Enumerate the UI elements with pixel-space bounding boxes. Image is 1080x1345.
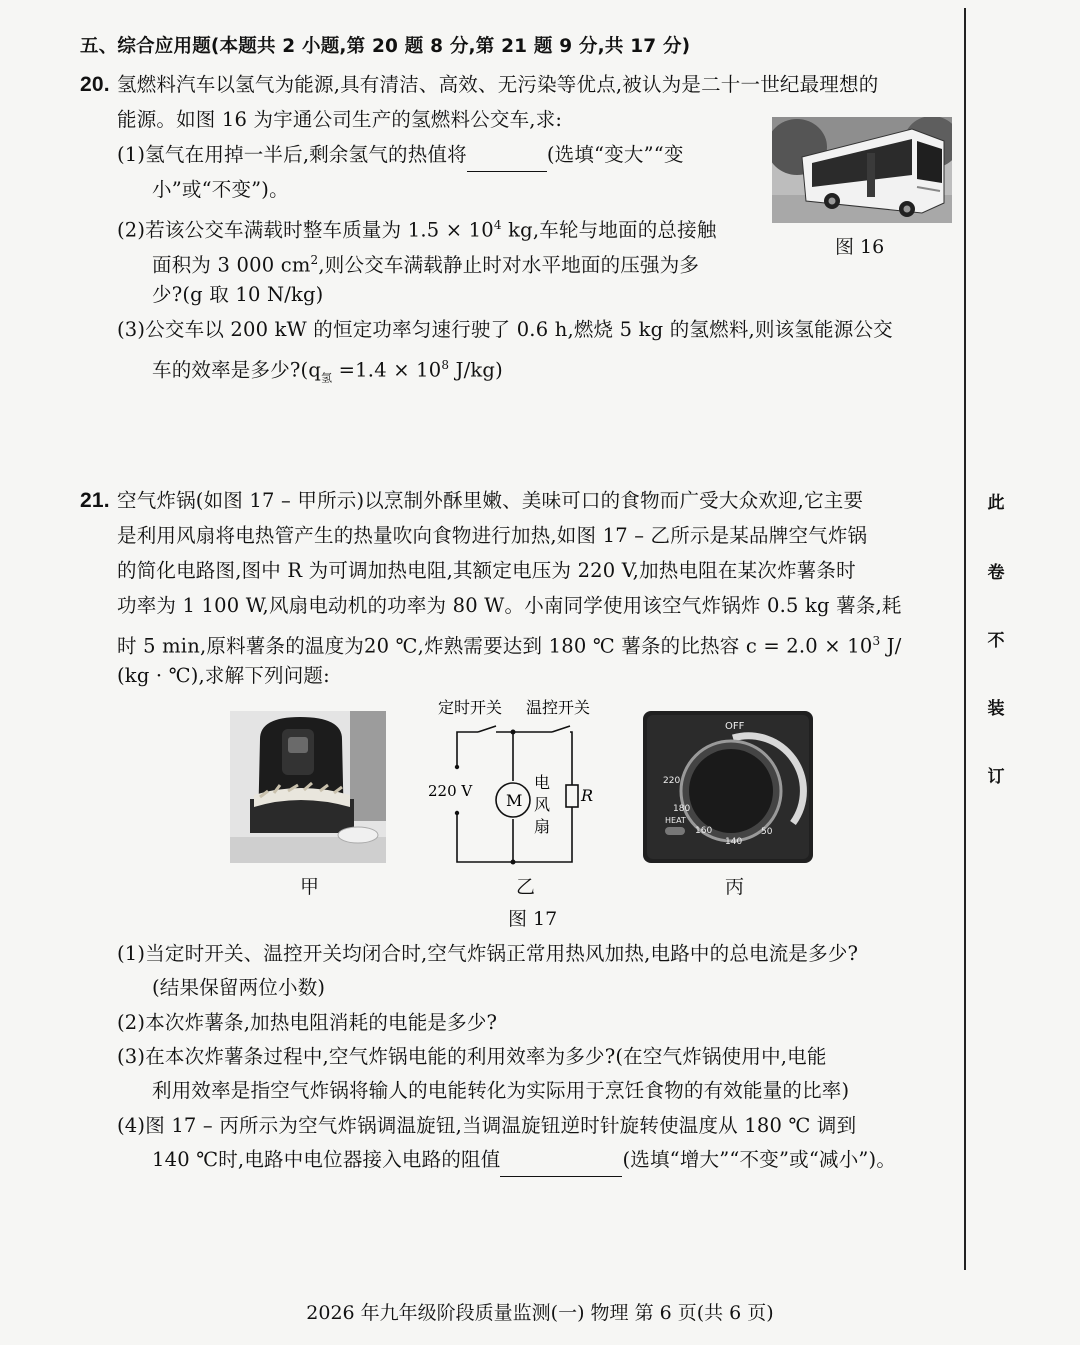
figure-17-caption: 图 17 bbox=[508, 908, 558, 930]
q20-part3-line2 bbox=[152, 348, 503, 395]
q21-sub4-line1: (4)图 17 – 丙所示为空气炸锅调温旋钮,当调温旋钮逆时针旋转使温度从 180 ℃ 调到 bbox=[117, 1114, 857, 1137]
voltage-label: 220 V bbox=[428, 782, 473, 800]
q20-part1-line2: 小”或“不变”)。 bbox=[152, 178, 289, 201]
dial-220-label: 220 bbox=[663, 776, 681, 786]
binding-note-char-4: 装 bbox=[987, 699, 1005, 719]
air-fryer-photo bbox=[230, 711, 386, 863]
q21-sub3-line1: (3)在本次炸薯条过程中,空气炸锅电能的利用效率为多少?(在空气炸锅使用中,电能 bbox=[117, 1045, 827, 1068]
page-footer: 2026 年九年级阶段质量监测(一) 物理 第 6 页(共 6 页) bbox=[306, 1302, 774, 1324]
dial-heat-label: HEAT bbox=[665, 816, 686, 825]
figure-17-label-bing: 丙 bbox=[725, 876, 745, 898]
answer-blank-q20-1[interactable] bbox=[467, 149, 547, 172]
q21-line4: 功率为 1 100 W,风扇电动机的功率为 80 W。小南同学使用该空气炸锅炸 0.5 kg 薯条,耗 bbox=[117, 594, 902, 617]
binding-note-char-3: 不 bbox=[987, 631, 1005, 651]
dial-140-label: 140 bbox=[725, 837, 743, 847]
q21-sub4-text: 140 ℃时,电路中电位器接入电路的阻值 bbox=[152, 1148, 501, 1171]
q21-sub1-line1: (1)当定时开关、温控开关均闭合时,空气炸锅正常用热风加热,电路中的总电流是多少? bbox=[117, 942, 859, 965]
q20-part2-area-end: ,则公交车满载静止时对水平地面的压强为多 bbox=[318, 253, 700, 277]
exponent: 3 bbox=[872, 634, 881, 648]
q21-line5-text: 时 5 min,原料薯条的温度为20 ℃,炸熟需要达到 180 ℃ 薯条的比热容 c = 2.0 × 10 bbox=[117, 634, 873, 658]
dial-50-label: 50 bbox=[761, 827, 773, 837]
binding-note-char-2: 卷 bbox=[987, 563, 1005, 583]
fan-label-char-1: 电 bbox=[534, 773, 551, 792]
q21-line6: (kg · ℃),求解下列问题: bbox=[117, 664, 330, 687]
dial-off-label: OFF bbox=[725, 721, 745, 732]
q20-intro-line2: 能源。如图 16 为宇通公司生产的氢燃料公交车,求: bbox=[117, 108, 563, 131]
exponent: 2 bbox=[310, 253, 319, 267]
binding-margin-rule bbox=[964, 8, 966, 1270]
q21-sub1-line2: (结果保留两位小数) bbox=[152, 976, 326, 999]
q21-sub4-options: (选填“增大”“不变”或“减小”)。 bbox=[622, 1148, 897, 1171]
question-21-number: 21. bbox=[80, 489, 110, 512]
q20-part2-line2 bbox=[152, 243, 699, 283]
q21-line5-end: J/ bbox=[880, 634, 902, 658]
question-20-number: 20. bbox=[80, 73, 110, 96]
motor-symbol-label: M bbox=[506, 791, 523, 810]
subscript: 氢 bbox=[321, 371, 333, 385]
figure-16-caption: 图 16 bbox=[835, 236, 885, 258]
exponent: 8 bbox=[441, 358, 450, 372]
q20-part3-line1: (3)公交车以 200 kW 的恒定功率匀速行驶了 0.6 h,燃烧 5 kg 的氢燃料,则该氢能源公交 bbox=[117, 318, 893, 341]
q20-part2-area: 面积为 3 000 cm bbox=[152, 253, 311, 277]
q20-part3-end: J/kg) bbox=[449, 358, 503, 382]
exponent: 4 bbox=[493, 218, 502, 232]
bus-photo bbox=[772, 117, 952, 223]
q20-part2-text-end: kg,车轮与地面的总接触 bbox=[501, 218, 717, 242]
q21-line2: 是利用风扇将电热管产生的热量吹向食物进行加热,如图 17 – 乙所示是某品牌空气炸锅 bbox=[117, 524, 868, 547]
binding-note-char-1: 此 bbox=[987, 493, 1005, 513]
q20-part2-line3: 少?(g 取 10 N/kg) bbox=[152, 283, 324, 306]
figure-17-label-yi: 乙 bbox=[516, 876, 536, 898]
q21-line5 bbox=[117, 624, 902, 664]
thermo-switch-label: 温控开关 bbox=[526, 698, 591, 717]
q20-part1-text: (1)氢气在用掉一半后,剩余氢气的热值将 bbox=[117, 143, 467, 166]
binding-note-char-5: 订 bbox=[987, 767, 1005, 787]
circuit-diagram bbox=[420, 695, 610, 870]
dial-180-label: 180 bbox=[673, 804, 691, 814]
q21-sub3-line2: 利用效率是指空气炸锅将输人的电能转化为实际用于烹饪食物的有效能量的比率) bbox=[152, 1079, 850, 1102]
timer-switch-label: 定时开关 bbox=[438, 698, 503, 717]
q20-part3-text: 车的效率是多少?(q bbox=[152, 358, 322, 382]
section-title: 五、综合应用题(本题共 2 小题,第 20 题 8 分,第 21 题 9 分,共 17 分) bbox=[80, 36, 691, 57]
q20-part2-line1 bbox=[117, 208, 717, 248]
q20-part3-mid: =1.4 × 10 bbox=[332, 358, 442, 382]
q20-part1-options: (选填“变大”“变 bbox=[546, 143, 684, 166]
temperature-dial-photo bbox=[643, 711, 813, 863]
figure-17-label-jia: 甲 bbox=[300, 876, 320, 898]
fan-label-char-3: 扇 bbox=[534, 817, 551, 836]
q20-part1-line1 bbox=[117, 138, 684, 172]
q21-sub4-line2 bbox=[152, 1143, 896, 1177]
q21-sub2: (2)本次炸薯条,加热电阻消耗的电能是多少? bbox=[117, 1011, 498, 1034]
q20-intro-line1: 氢燃料汽车以氢气为能源,具有清洁、高效、无污染等优点,被认为是二十一世纪最理想的 bbox=[117, 73, 879, 96]
fan-label-char-2: 风 bbox=[534, 795, 551, 814]
answer-blank-q21-4[interactable] bbox=[500, 1154, 622, 1177]
resistor-label: R bbox=[581, 786, 594, 805]
q21-line1: 空气炸锅(如图 17 – 甲所示)以烹制外酥里嫩、美味可口的食物而广受大众欢迎,它主要 bbox=[117, 489, 864, 512]
q20-part2-text: (2)若该公交车满载时整车质量为 1.5 × 10 bbox=[117, 218, 494, 242]
dial-160-label: 160 bbox=[695, 826, 713, 836]
q21-line3: 的简化电路图,图中 R 为可调加热电阻,其额定电压为 220 V,加热电阻在某次炸薯条时 bbox=[117, 559, 856, 582]
